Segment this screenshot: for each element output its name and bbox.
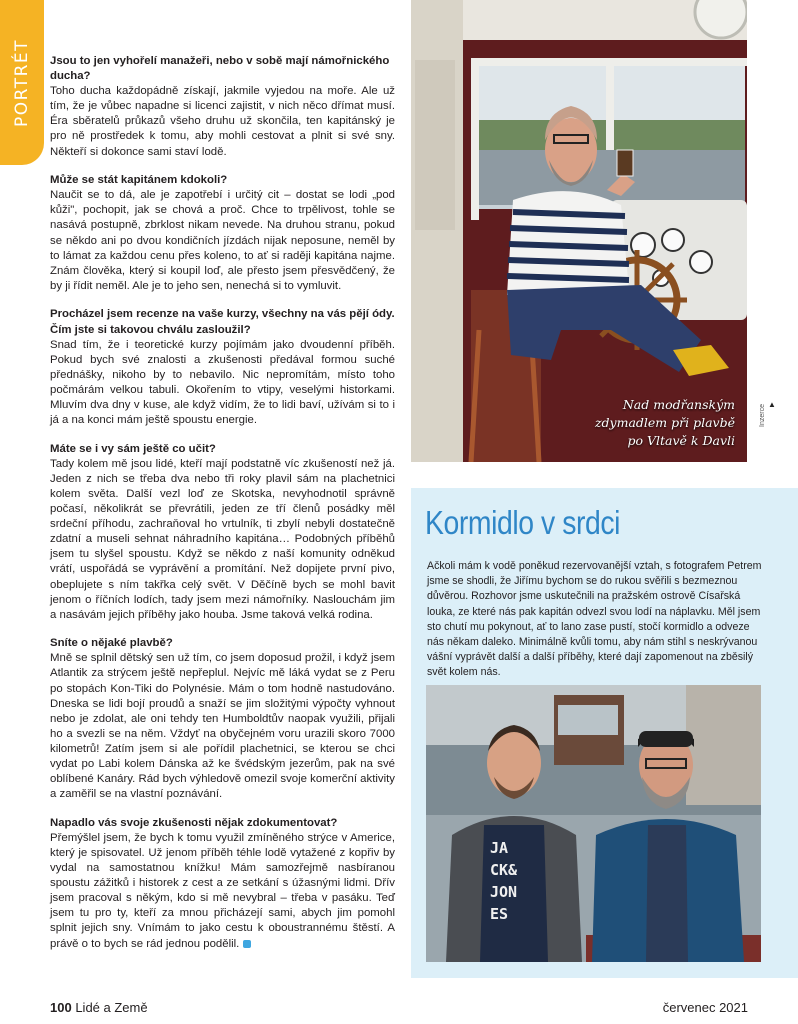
- answer: Toho ducha každopádně získají, jakmile vyjedou na moře. Ale už tím, že je vůbec napadne si licenci zajistit, v nich něco dřímat musí. Éra sběratelů průkazů všeho druhu už skončila, ten kapitánský je pro ně prostředek k tomu, aby mohli cestovat a plnit si své sny. Někteří si dokonce sami staví lodě.: [50, 85, 395, 158]
- qa-block: [50, 442, 395, 623]
- captain-cabin-photo: [411, 0, 747, 462]
- qa-block: [50, 816, 395, 952]
- issue-date: červenec 2021: [662, 1000, 748, 1015]
- qa-block: [50, 307, 395, 428]
- photo-caption: Nad modřanským zdymadlem při plavbě po Vltavě k Davli: [594, 397, 735, 448]
- box-title: Kormidlo v srdci: [425, 504, 620, 541]
- magazine-name: Lidé a Země: [75, 1000, 148, 1015]
- section-label: PORTRÉT: [12, 38, 32, 128]
- question: Procházel jsem recenze na vaše kurzy, všechny na vás pějí ódy. Čím jste si takovou chválu zasloužil?: [50, 308, 395, 336]
- two-men-illustration: [426, 685, 761, 962]
- answer: Snad tím, že i teoretické kurzy pojímám jako dvoudenní příběh. Pokud bych své znalosti a zkušenosti předával formou suché přednášky, nikoho by to nebavilo. Nic nepromítám, místo toho počmárám velkou tabuli. Okořením to vtipy, veselými historkami. Mluvím dva dny v kuse, ale když vidím, že to lidi baví, užívám si to i já a na konci mám ještě spoustu energie.: [50, 338, 395, 427]
- triangle-icon: ▲: [768, 400, 776, 409]
- question: Může se stát kapitánem kdokoli?: [50, 174, 228, 187]
- two-men-photo: [426, 685, 761, 962]
- qa-block: [50, 173, 395, 294]
- answer: Tady kolem mě jsou lidé, kteří mají podstatně víc zkušeností než já. Jeden z nich se třeba dva nebo tři roky plavil sám na plachetnici kolem světa. Další vezl loď ze Skotska, nevyhodnotil správně počasí, několikrát se převrátili, jeden ze tří členů posádky měl srdeční příhodu, zachraňoval ho vrtulník, ti zbylí nebyli dostatečně zdatní a museli sehnat náhradního kapitána… Podobných příběhů jsem tu slyšel spoustu. Když se někdo z naší komunity odněkud vrátí, uspořádá se vyprávění a promítání. Než dopijete první pivo, obeplujete s ním takřka celý svět. V Děčíně bych se mohl bavit jenom o říčních lodích, tady jsem mezi námořníky. Naslouchám jim a nasávám jejich příběhy jako houba. Jsme taková velká rodina.: [50, 457, 395, 621]
- captain-cabin-illustration: [411, 0, 747, 462]
- question: Napadlo vás svoje zkušenosti nějak zdokumentovat?: [50, 816, 338, 829]
- question: Máte se i vy sám ještě co učit?: [50, 442, 216, 455]
- end-of-article-mark: [243, 940, 251, 948]
- svg-text:JA: JA: [490, 839, 509, 857]
- ad-label: Inzerce: [758, 404, 766, 427]
- svg-text:ES: ES: [490, 905, 509, 923]
- page-footer: [50, 1000, 748, 1020]
- box-text: Ačkoli mám k vodě poněkud rezervovanější vztah, s fotografem Petrem jsme se shodli, že Jiřímu bychom se do rukou svěřili s bezmeznou důvěrou. Rozhovor jsme uskutečnili na pražském ostrově Císařská louka, ze které nás pak kapitán odvezl svou lodí na náplavku. Měl jsem sto chutí mu pokynout, ať to lano zase pustí, stočí kormidlo a odveze nás někam daleko. Minimálně kvůli tomu, aby nám stihl s neskrývanou vášní vyprávět další a další příběhy, které dají zapomenout na zběsilý svět kolem nás.: [427, 560, 762, 679]
- svg-text:CK&: CK&: [490, 861, 518, 879]
- answer: Přemýšlel jsem, že bych k tomu využil zmíněného strýce v Americe, který je spisovatel. Už jenom příběh téhle lodě vytažené z kopřiv by vydal na samostatnou knížku! Mám samozřejmě nasbíranou spoustu zážitků i historek z cest a ze setkání s úžasnými lidmi. Dřív jsem pracoval s někým, kdo si mě nevybral – třeba v pasáku. Teď jsem tu pro ty, kteří za mnou přicházejí sami, abych jim pomohl splnit jejich sny. Vnímám to jako cestu k oboustrannému štěstí. A právě o to bych se rád jednou podělil.: [50, 831, 395, 950]
- page-number: 100: [50, 1000, 72, 1015]
- answer: Naučit se to dá, ale je zapotřebí i určitý cit – dostat se lodi „pod kůži", pochopit, jak se chová a proč. Chce to trpělivost, tohle se nasává postupně, zbrklost nikam nevede. Na druhou stranu, pokud se někdo ani po dvou kondičních jízdách nijak neposune, neměl by to lámat za každou cenu přes koleno, to ať si raději kapitána najme. Znám člověka, který si koupil loď, ale přesto jsem přesvědčený, že by ji řídit neměl. Ale je to jeho sen, nenechá si to vymluvit.: [50, 189, 395, 292]
- qa-block: [50, 636, 395, 802]
- answer: Mně se splnil dětský sen už tím, co jsem doposud prožil, i když jsem Atlantik za strýcem ještě nepřeplul. Nejvíc mě láká vydat se z Peru po stopách Kon-Tiki do Polynésie. Mám o tom hodně nastudováno. Dneska se lidi bojí proudů a snaží se jim složitými výpočty vyhnout nebo je zdolat, ale oni tehdy ten Humboldtův naopak využili, přijali ho a svezli se na něm. Vždyť na obyčejném voru urazili skoro 7000 kilometrů! Zatím jsem si ale pořídil plachetnici, se kterou se chci vydat po Labi kolem Dánska až ke švédským jezerům, pak na své oblíbené Kanáry. Rád bych výhledově omezil svoje komerční aktivity a zaměřil se na vlastní poznávání.: [50, 652, 395, 801]
- ad-marker: [758, 400, 779, 440]
- interview-column: [50, 54, 395, 965]
- question: Sníte o nějaké plavbě?: [50, 637, 173, 650]
- qa-block: [50, 54, 395, 160]
- svg-text:JON: JON: [490, 883, 518, 901]
- question: Jsou to jen vyhořelí manažeři, nebo v sobě mají námořnického ducha?: [50, 55, 390, 83]
